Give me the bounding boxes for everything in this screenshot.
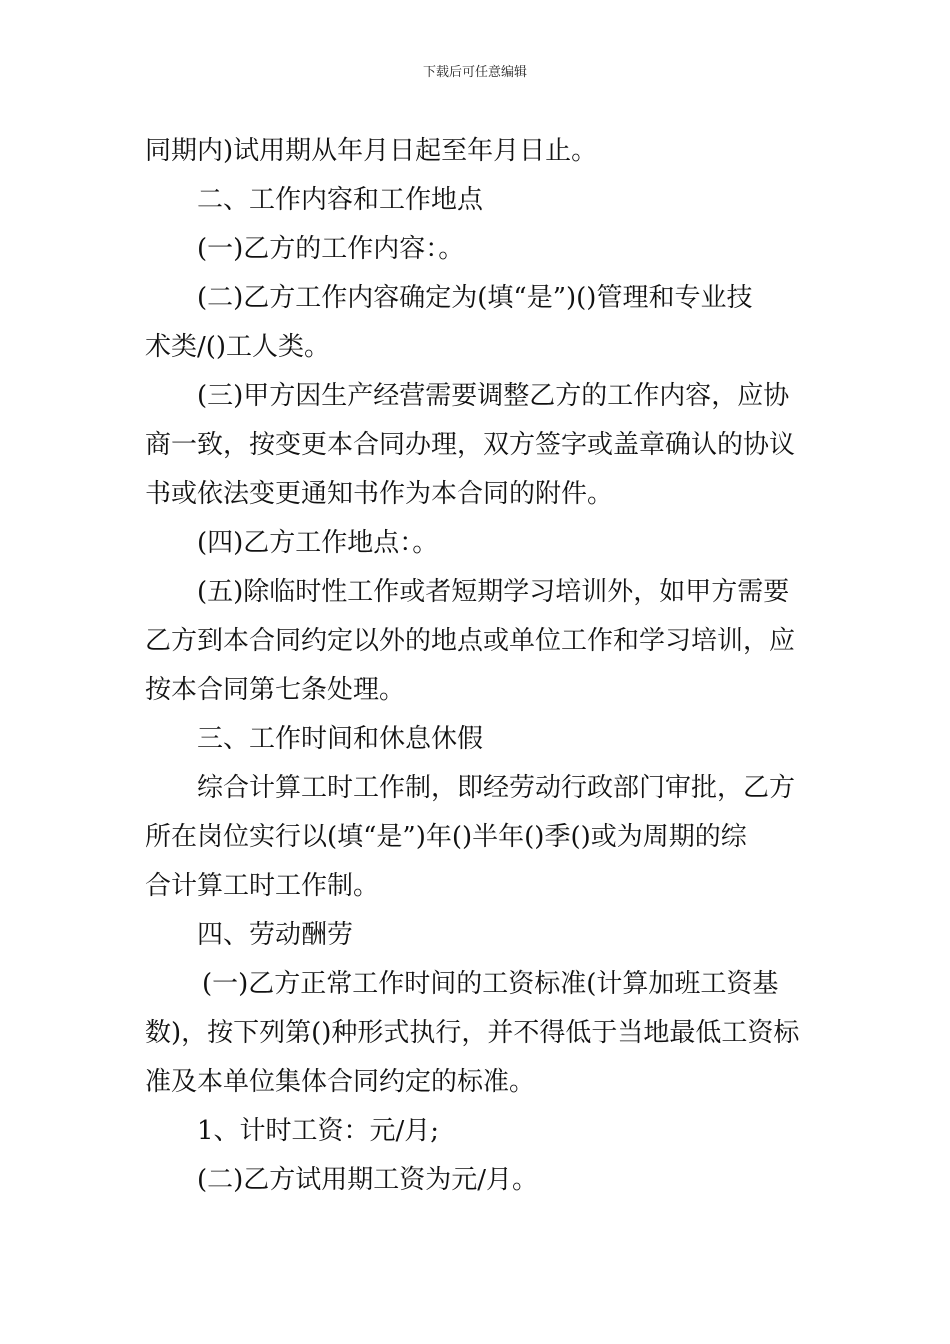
paragraph-line: 1、计时工资：元/月;: [197, 1116, 440, 1146]
paragraph-line: (二)乙方试用期工资为元/月。: [197, 1165, 539, 1195]
paragraph-line: (四)乙方工作地点：。: [197, 528, 439, 558]
paragraph-line: 数)，按下列第()种形式执行，并不得低于当地最低工资标: [145, 1018, 800, 1048]
paragraph-line: (二)乙方工作内容确定为(填“是”)()管理和专业技: [197, 283, 753, 313]
paragraph-line: 书或依法变更通知书作为本合同的附件。: [145, 479, 614, 509]
paragraph-line: (一)乙方的工作内容：。: [197, 234, 465, 264]
document-body: [145, 127, 810, 1205]
section-heading: 四、劳动酬劳: [197, 920, 354, 950]
paragraph-line: 综合计算工时工作制，即经劳动行政部门审批，乙方: [197, 773, 796, 803]
paragraph-line: (三)甲方因生产经营需要调整乙方的工作内容，应协: [197, 381, 790, 411]
paragraph-line: 所在岗位实行以(填“是”)年()半年()季()或为周期的综: [145, 822, 747, 852]
paragraph-line: 合计算工时工作制。: [145, 871, 380, 901]
paragraph-line: 术类/()工人类。: [145, 332, 331, 362]
paragraph-line: 准及本单位集体合同约定的标准。: [145, 1067, 536, 1097]
paragraph-line: 商一致，按变更本合同办理，双方签字或盖章确认的协议: [145, 430, 796, 460]
section-heading: 三、工作时间和休息休假: [197, 724, 484, 754]
page-header: 下载后可任意编辑: [422, 65, 527, 80]
section-heading: 二、工作内容和工作地点: [197, 185, 484, 215]
paragraph-line: 按本合同第七条处理。: [145, 675, 406, 705]
paragraph-line: (五)除临时性工作或者短期学习培训外，如甲方需要: [197, 577, 790, 607]
paragraph-line: 乙方到本合同约定以外的地点或单位工作和学习培训，应: [145, 626, 796, 656]
paragraph-line: 同期内)试用期从年月日起至年月日止。: [145, 136, 598, 166]
paragraph-line: (一)乙方正常工作时间的工资标准(计算加班工资基: [202, 969, 779, 999]
